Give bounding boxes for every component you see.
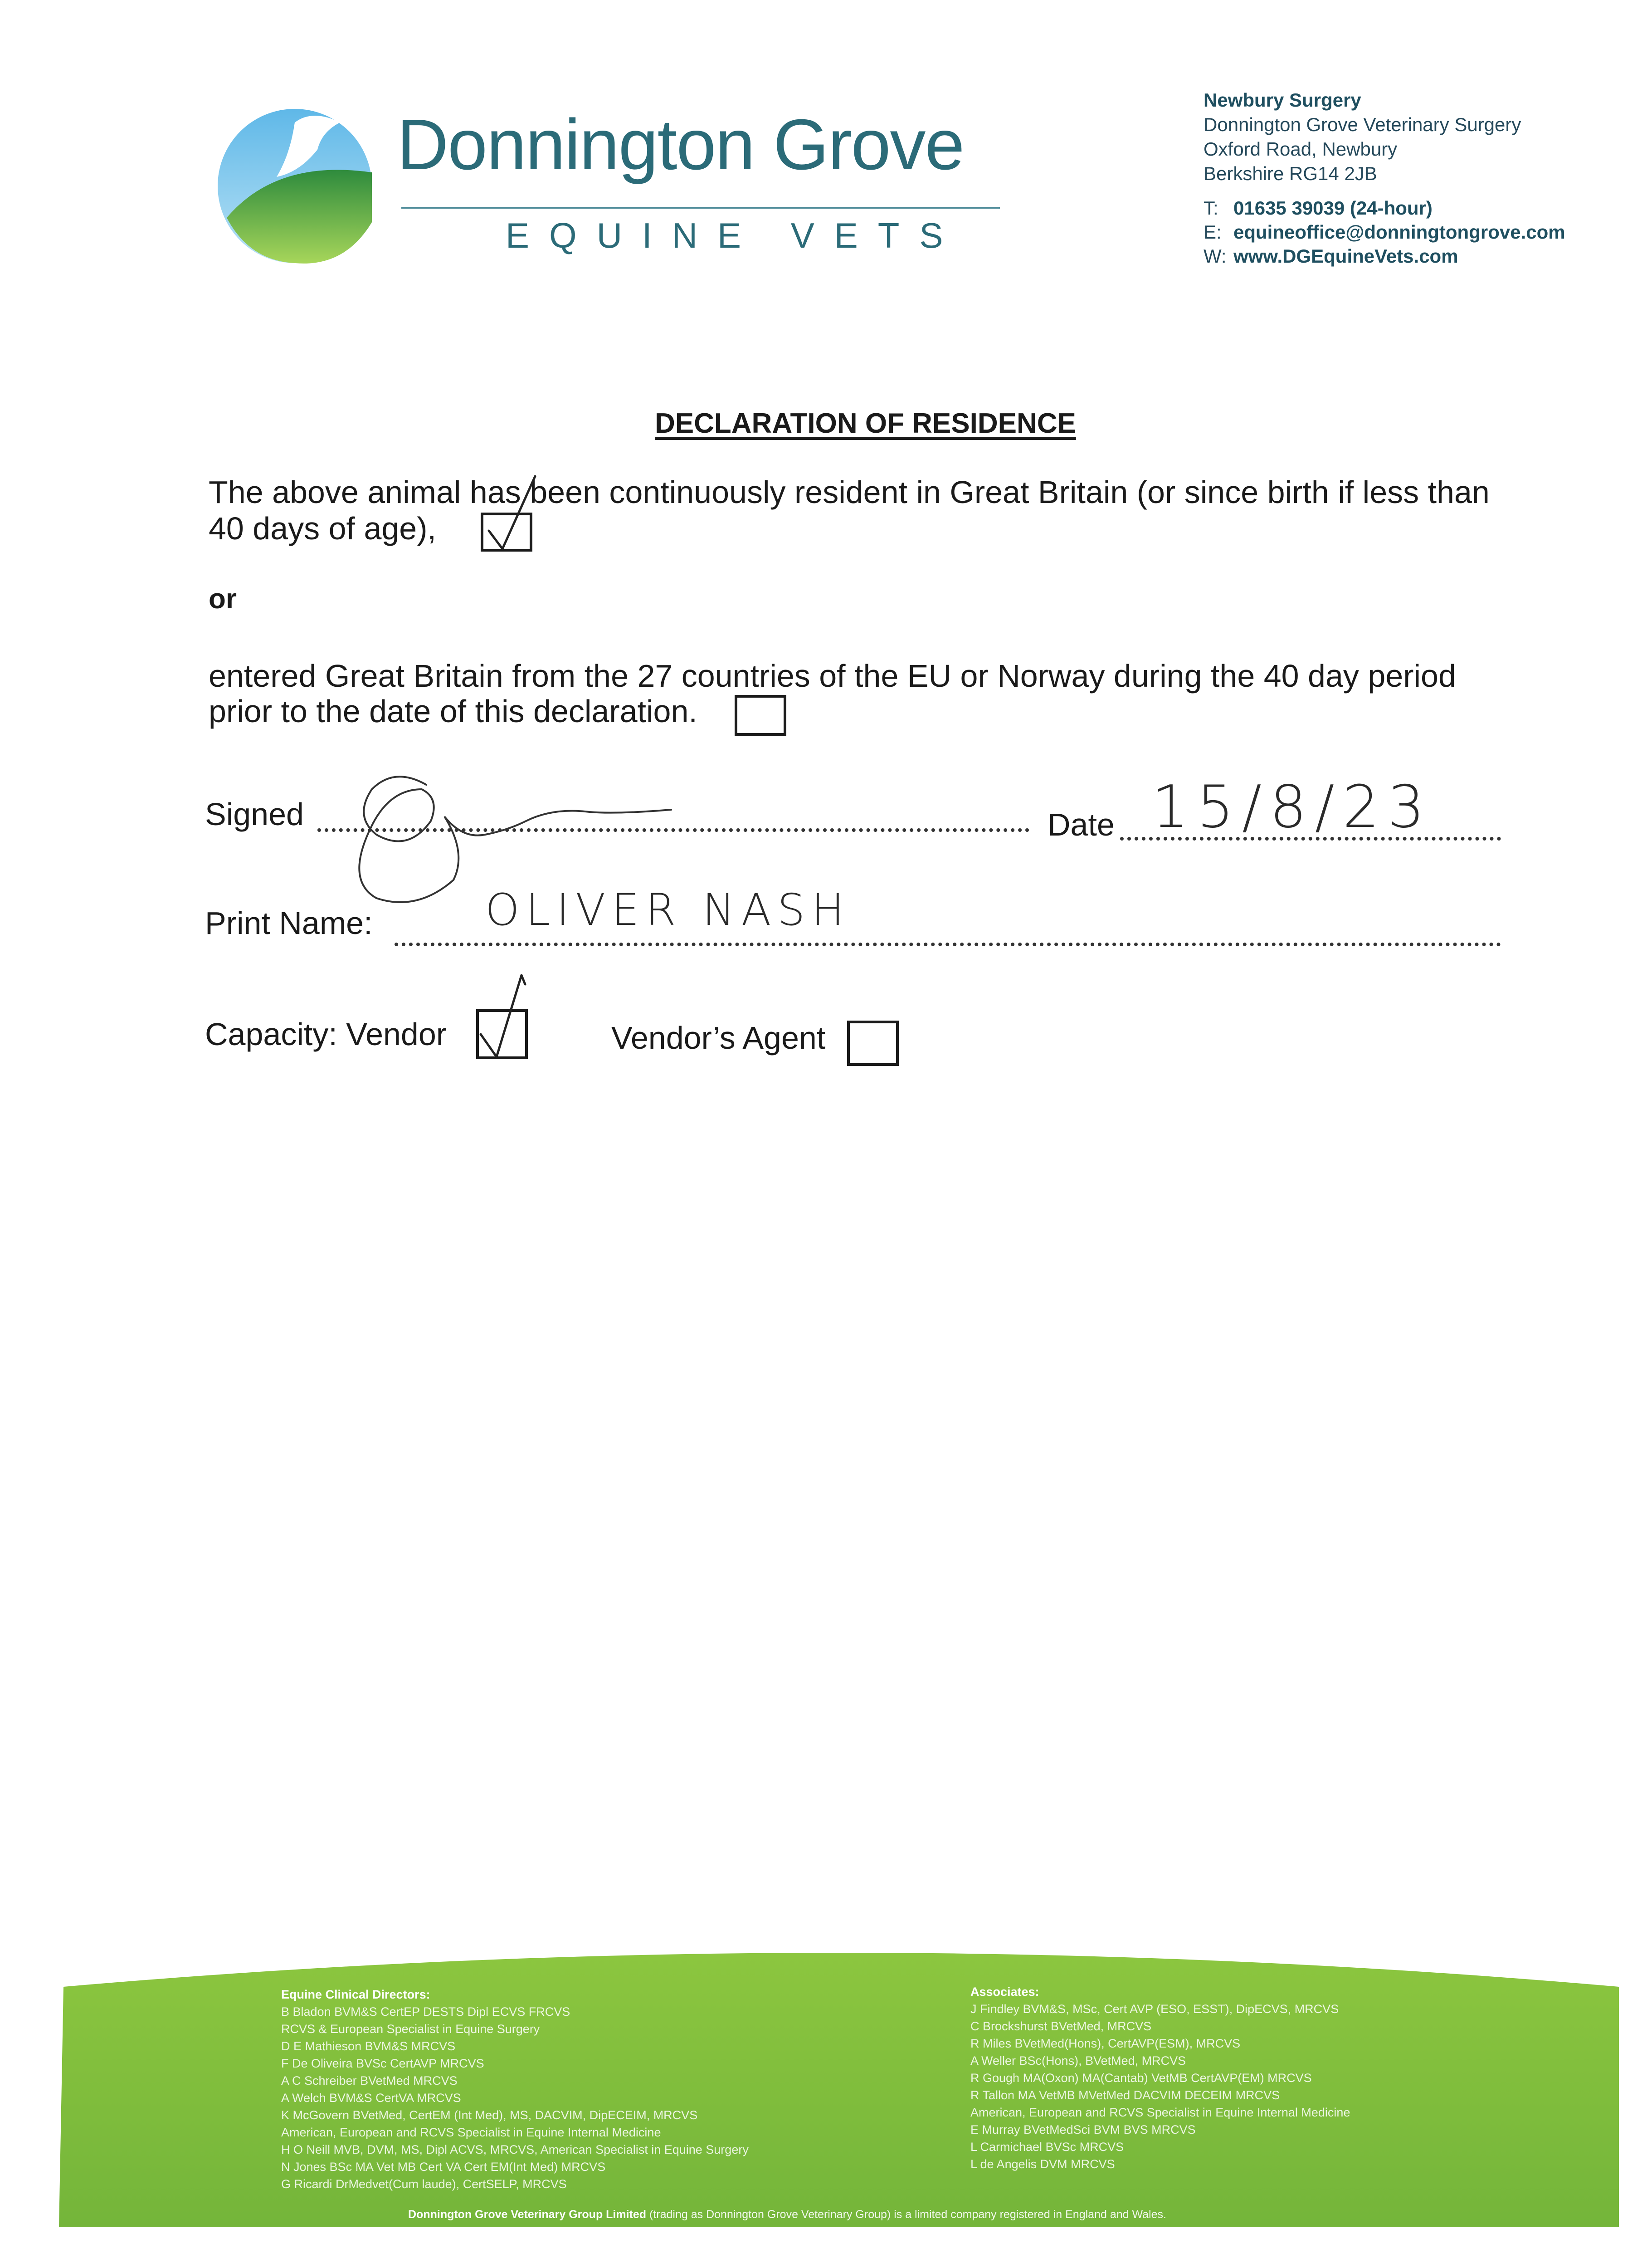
associate-line: R Miles BVetMed(Hons), CertAVP(ESM), MRCVS <box>970 2037 1241 2050</box>
director-line: B Bladon BVM&S CertEP DESTS Dipl ECVS FRCVS <box>281 2005 570 2019</box>
associate-line: J Findley BVM&S, MSc, Cert AVP (ESO, ESST), DipECVS, MRCVS <box>970 2002 1339 2016</box>
brand-subtitle: EQUINE VETS <box>506 215 963 255</box>
legal-details: (trading as Donnington Grove Veterinary Group) is a limited company registered in England and Wales. <box>649 2208 1166 2221</box>
address-line-2: Oxford Road, Newbury <box>1204 138 1398 160</box>
vendors-agent-label: Vendor’s Agent <box>611 1020 826 1056</box>
footer-legal-notice <box>408 2208 1166 2221</box>
checkmark-icon <box>476 467 549 553</box>
associate-line: American, European and RCVS Specialist in Equine Internal Medicine <box>970 2106 1350 2119</box>
address-line-1: Donnington Grove Veterinary Surgery <box>1204 114 1521 135</box>
director-line: F De Oliveira BVSc CertAVP MRCVS <box>281 2057 484 2070</box>
directors-heading: Equine Clinical Directors: <box>281 1988 430 2001</box>
surgery-name: Newbury Surgery <box>1204 89 1361 111</box>
document-title: DECLARATION OF RESIDENCE <box>655 408 1076 439</box>
surgery-address <box>1204 88 1521 186</box>
director-line: D E Mathieson BVM&S MRCVS <box>281 2039 456 2053</box>
associates-list <box>970 1983 1350 2173</box>
paragraph-2-line-1: entered Great Britain from the 27 countries of the EU or Norway during the 40 day period <box>209 658 1456 694</box>
director-line: RCVS & European Specialist in Equine Surgery <box>281 2022 540 2036</box>
associate-line: R Gough MA(Oxon) MA(Cantab) VetMB CertAVP(EM) MRCVS <box>970 2071 1312 2085</box>
print-name-handwritten: OLIVER NASH <box>485 885 851 935</box>
entered-gb-checkbox[interactable] <box>735 695 786 736</box>
associate-line: L de Angelis DVM MRCVS <box>970 2157 1115 2171</box>
email-value[interactable]: equineoffice@donningtongrove.com <box>1233 221 1565 243</box>
email-label: E: <box>1204 221 1222 243</box>
tel-label: T: <box>1204 197 1218 219</box>
capacity-label: Capacity: Vendor <box>205 1017 447 1052</box>
directors-list <box>281 1986 749 2193</box>
associate-line: A Weller BSc(Hons), BVetMed, MRCVS <box>970 2054 1186 2068</box>
date-handwritten: 15/8/23 <box>1152 773 1433 841</box>
director-line: A C Schreiber BVetMed MRCVS <box>281 2074 458 2087</box>
associate-line: C Brockshurst BVetMed, MRCVS <box>970 2019 1152 2033</box>
tel-value: 01635 39039 (24-hour) <box>1233 197 1433 219</box>
signed-label: Signed <box>205 797 304 832</box>
date-label: Date <box>1048 807 1115 842</box>
print-name-line <box>395 943 1501 946</box>
paragraph-1-line-1: The above animal has been continuously resident in Great Britain (or since birth if less than <box>209 474 1490 510</box>
or-separator: or <box>209 583 237 615</box>
print-name-label: Print Name: <box>205 905 373 941</box>
checkmark-icon <box>472 966 549 1061</box>
paragraph-1-line-2: 40 days of age), <box>209 511 436 546</box>
director-line: K McGovern BVetMed, CertEM (Int Med), MS, DACVIM, DipECEIM, MRCVS <box>281 2108 698 2122</box>
web-value[interactable]: www.DGEquineVets.com <box>1233 245 1458 267</box>
logo-emblem <box>209 104 381 268</box>
associate-line: L Carmichael BVSc MRCVS <box>970 2140 1124 2154</box>
address-line-3: Berkshire RG14 2JB <box>1204 163 1377 184</box>
director-line: American, European and RCVS Specialist in Equine Internal Medicine <box>281 2126 661 2139</box>
brand-name: Donnington Grove <box>397 105 964 185</box>
director-line: N Jones BSc MA Vet MB Cert VA Cert EM(Int Med) MRCVS <box>281 2160 606 2174</box>
vendors-agent-checkbox[interactable] <box>847 1021 899 1066</box>
director-line: A Welch BVM&S CertVA MRCVS <box>281 2091 461 2105</box>
contact-details <box>1204 196 1565 268</box>
associate-line: E Murray BVetMedSci BVM BVS MRCVS <box>970 2123 1196 2136</box>
director-line: G Ricardi DrMedvet(Cum laude), CertSELP, MRCVS <box>281 2177 567 2191</box>
web-label: W: <box>1204 245 1227 267</box>
associate-line: R Tallon MA VetMB MVetMed DACVIM DECEIM MRCVS <box>970 2088 1280 2102</box>
paragraph-2-line-2: prior to the date of this declaration. <box>209 694 697 729</box>
brand-divider <box>401 207 1000 209</box>
associates-heading: Associates: <box>970 1985 1039 1999</box>
director-line: H O Neill MVB, DVM, MS, Dipl ACVS, MRCVS, American Specialist in Equine Surgery <box>281 2143 749 2156</box>
legal-company-name: Donnington Grove Veterinary Group Limited <box>408 2208 647 2221</box>
